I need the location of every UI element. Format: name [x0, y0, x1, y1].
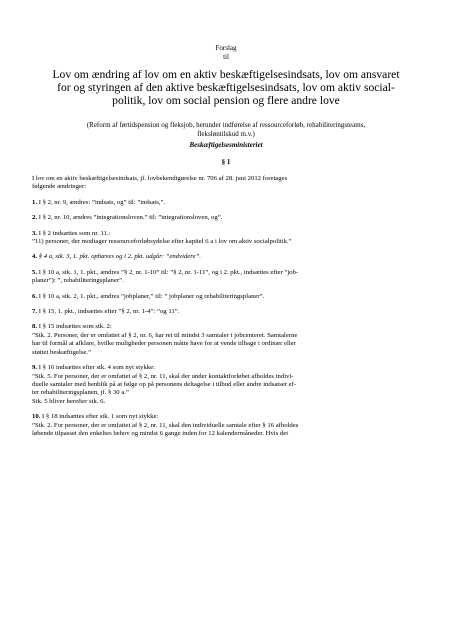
subtitle-line: fleksløntilskud m.v.)	[197, 130, 255, 138]
subtitle-line: (Reform af førtidspension og fleksjob, herunder indførelse af ressourceforløb, rehabiliteringsteams,	[86, 121, 366, 129]
amendment-item	[32, 230, 412, 247]
title-line: politik, lov om social pension og flere andre love	[112, 94, 340, 107]
amendment-item	[32, 253, 412, 261]
title-line: Lov om ændring af lov om en aktiv beskæftigelsesindsats, lov om ansvaret	[52, 68, 400, 81]
item-number: 2.	[32, 214, 38, 222]
document-body	[32, 175, 412, 438]
amendment-item	[32, 364, 412, 406]
proposal-header	[0, 44, 452, 62]
item-line: I § 15 indsættes som stk. 2:	[38, 323, 112, 331]
intro-line: følgende ændringer:	[32, 183, 87, 191]
item-number: 3.	[32, 229, 38, 237]
amendment-item	[32, 323, 412, 357]
item-number: 1.	[32, 198, 38, 206]
item-line: ”11) personer, der modtager ressourceforløbsydelse efter kapitel 6 a i lov om aktiv socialpolitik.”	[32, 238, 292, 246]
item-line: har til formål at afklare, hvilke muligheder personen måtte have for at vende tilbage i ordinær eller	[32, 340, 296, 348]
law-subtitle	[58, 121, 394, 139]
item-line: Stk. 5 bliver herefter stk. 6.	[32, 397, 106, 405]
item-line: I § 16 indsættes efter stk. 4 som nyt stykke:	[38, 364, 155, 372]
item-line: støttet beskæftigelse.”	[32, 348, 92, 356]
law-title	[28, 68, 424, 107]
item-line: ter rehabiliteringsplanen, jf. § 30 a.”	[32, 389, 129, 397]
item-number: 5.	[32, 268, 38, 276]
amendment-item	[32, 308, 412, 316]
til-label: til	[223, 53, 229, 61]
item-line: I § 15, 1. pkt., indsættes efter ”§ 2, nr. 1-4”: ”og 11”.	[38, 308, 180, 316]
amendment-item	[32, 413, 412, 438]
item-line: I § 18 indsættes efter stk. 1 som nyt stykke:	[42, 413, 159, 421]
amendment-item	[32, 293, 412, 301]
item-line: ”Stk. 2. Personer, der er omfattet af § 2, nr. 6, har ret til mindst 3 samtaler i jobcenteret. Samtalerne	[32, 331, 298, 339]
item-line: ”Stk. 5. For personer, der er omfattet af § 2, nr. 11, skal der under kontaktforløbet afholdes indivi-	[32, 372, 294, 380]
item-number: 6.	[32, 292, 38, 300]
intro-paragraph	[32, 175, 412, 192]
item-number: 10.	[32, 413, 41, 421]
item-number: 7.	[32, 308, 38, 316]
forslag-label: Forslag	[215, 44, 237, 52]
amendment-item	[32, 269, 412, 286]
item-line: § 4 a, stk. 3, 1. pkt. ophæves og i 2. pkt. udgår: ”endvidere”.	[38, 253, 201, 261]
item-number: 8.	[32, 323, 38, 331]
title-line: for og styringen af den aktive beskæftigelsesindsats, lov om aktiv social-	[57, 81, 395, 94]
item-line: I § 2, nr. 10, ændres ”integrationsloven.” til: ”integrationsloven, og”.	[38, 214, 223, 222]
section-heading: § 1	[221, 158, 231, 166]
item-line: duelle samtaler med henblik på at følge op på personens deltagelse i tilbud eller andre indsatser ef-	[32, 380, 297, 388]
item-number: 4.	[32, 253, 38, 261]
item-number: 9.	[32, 364, 38, 372]
item-line: planer”): ”, rehabiliteringsplaner”.	[32, 277, 124, 285]
intro-line: I lov om en aktiv beskæftigelsesindsats, jf. lovbekendtgørelse nr. 706 af 28. juni 2012 foretages	[32, 175, 288, 182]
item-line: I § 2 indsættes som nr. 11.:	[38, 229, 111, 237]
amendment-item	[32, 214, 412, 222]
item-line: I § 10 a, stk. 2, 1. pkt., ændres ”jobplaner,” til: ” jobplaner og rehabiliteringsplaner”.	[38, 292, 265, 300]
item-line: I § 2, nr. 9, ændres: ”indsats, og” til: ”indsats,”.	[38, 198, 166, 206]
item-line: ”Stk. 2. For personer, der er omfattet af § 2, nr. 11, skal den individuelle samtale efter § 16 afholdes	[32, 421, 299, 429]
ministry-name: Beskæftigelsesministeriet	[189, 141, 263, 149]
item-line: løbende tilpasset den enkeltes behov og mindst 6 gange inden for 12 kalendermåneder. Hvis det	[32, 429, 289, 437]
item-line: I § 10 a, stk. 1, 1. pkt., ændres ”§ 2, nr. 1-10” til: ”§ 2, nr. 1-11”, og i 2. pkt., indsættes efter ”job-	[38, 268, 299, 276]
amendment-item	[32, 199, 412, 207]
